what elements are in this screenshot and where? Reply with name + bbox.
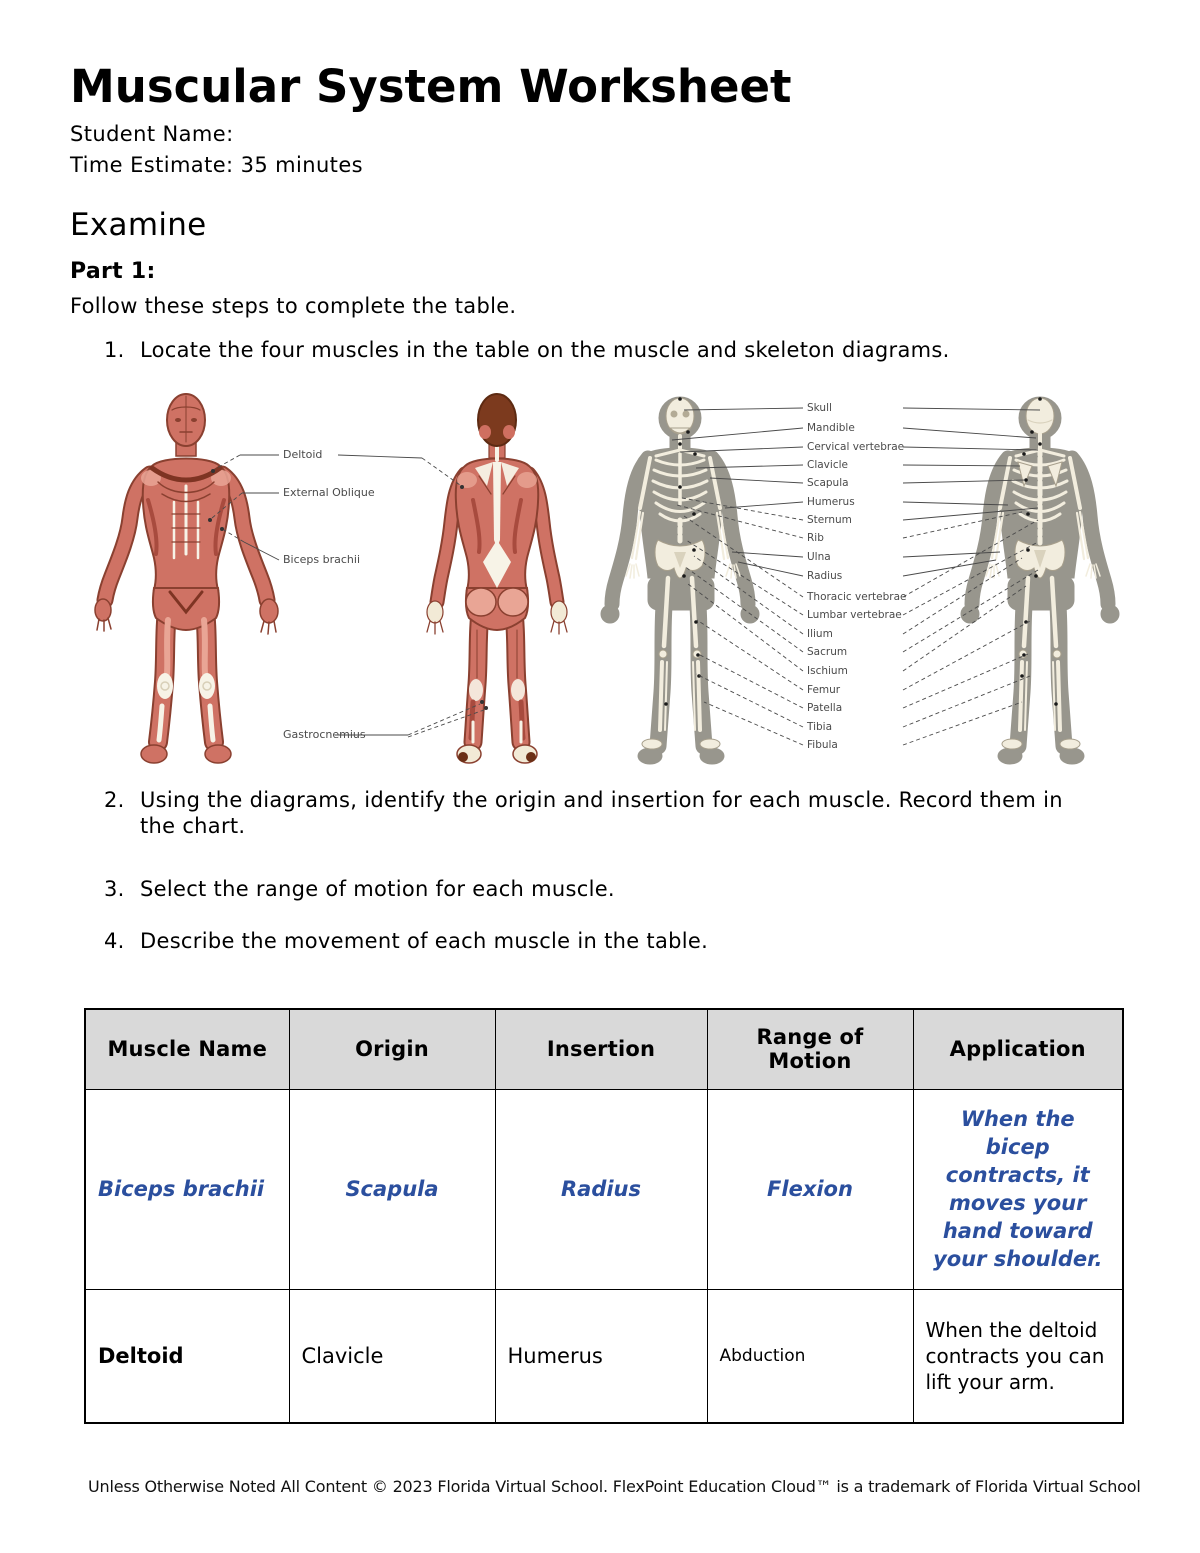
step-2 (104, 787, 1104, 839)
skeleton-diagram-label: Tibia (807, 721, 833, 733)
step-4 (104, 928, 1104, 954)
col-header-origin: Origin (289, 1009, 495, 1089)
header-block (70, 62, 1130, 318)
table-row (85, 1089, 1123, 1289)
skeleton-diagram-label: Cervical vertebrae (807, 441, 905, 453)
cell-insertion: Radius (495, 1089, 707, 1289)
part-label: Part 1: (70, 258, 156, 284)
skeleton-diagram-label: Sternum (807, 514, 852, 526)
cell-range-of-motion: Flexion (707, 1089, 913, 1289)
skeleton-diagram-label: Scapula (807, 477, 849, 489)
step-number: 4. (104, 929, 125, 953)
step-3 (104, 876, 1104, 902)
skeleton-diagram-label: Fibula (807, 739, 838, 751)
student-name-label: Student Name: (70, 121, 234, 146)
skeleton-diagram-label: Ischium (807, 665, 848, 677)
table-header-row (85, 1009, 1123, 1089)
muscle-table (84, 1008, 1124, 1424)
skeleton-diagram-label: Skull (807, 402, 832, 414)
skeleton-diagram-label: Humerus (807, 496, 855, 508)
intro-text: Follow these steps to complete the table. (70, 293, 517, 318)
time-estimate: Time Estimate: 35 minutes (70, 152, 363, 177)
section-heading: Examine (70, 206, 207, 243)
skeleton-diagram-label: Clavicle (807, 459, 848, 471)
cell-muscle-name: Deltoid (85, 1289, 289, 1423)
skeleton-diagram-label: Femur (807, 684, 841, 696)
skeleton-diagram-label: Ulna (807, 551, 831, 563)
step-number: 2. (104, 788, 125, 812)
anatomy-diagram (70, 390, 1130, 772)
skeleton-diagram-label: Patella (807, 702, 843, 714)
cell-origin: Scapula (289, 1089, 495, 1289)
cell-application: When the bicep contracts, it moves your hand toward your shoulder. (913, 1089, 1123, 1289)
col-header-insertion: Insertion (495, 1009, 707, 1089)
cell-application: When the deltoid contracts you can lift your arm. (913, 1289, 1123, 1423)
step-number: 3. (104, 877, 125, 901)
step-text: Describe the movement of each muscle in the table. (140, 929, 709, 953)
skeleton-diagram-label: Thoracic vertebrae (807, 591, 907, 603)
col-header-application: Application (913, 1009, 1123, 1089)
step-number: 1. (104, 338, 125, 362)
skeleton-diagram-label: Radius (807, 570, 843, 582)
step-text: Using the diagrams, identify the origin and insertion for each muscle. Record them in the chart. (140, 788, 1063, 838)
muscle-diagram-label: Gastrocnemius (283, 728, 366, 741)
col-header-range-of-motion: Range of Motion (707, 1009, 913, 1089)
footer-copyright: Unless Otherwise Noted All Content © 2023 Florida Virtual School. FlexPoint Education Cloud™ is a trademark of Florida Virtual School (88, 1477, 1141, 1496)
leader-lines (70, 390, 1130, 772)
cell-range-of-motion: Abduction (707, 1289, 913, 1423)
muscle-diagram-label: External Oblique (283, 486, 375, 499)
skeleton-diagram-label: Sacrum (807, 646, 848, 658)
skeleton-diagram-label: Mandible (807, 422, 855, 434)
skeleton-diagram-label: Lumbar vertebrae (807, 609, 902, 621)
step-text: Select the range of motion for each muscle. (140, 877, 615, 901)
muscle-diagram-label: Deltoid (283, 448, 323, 461)
page-title: Muscular System Worksheet (70, 60, 792, 113)
step-text: Locate the four muscles in the table on the muscle and skeleton diagrams. (140, 338, 950, 362)
cell-muscle-name: Biceps brachii (85, 1089, 289, 1289)
col-header-muscle-name: Muscle Name (85, 1009, 289, 1089)
table-row (85, 1289, 1123, 1423)
skeleton-diagram-label: Ilium (807, 628, 833, 640)
step-1 (104, 337, 1104, 363)
muscle-diagram-label: Biceps brachii (283, 553, 361, 566)
skeleton-diagram-label: Rib (807, 532, 824, 544)
cell-origin: Clavicle (289, 1289, 495, 1423)
cell-insertion: Humerus (495, 1289, 707, 1423)
